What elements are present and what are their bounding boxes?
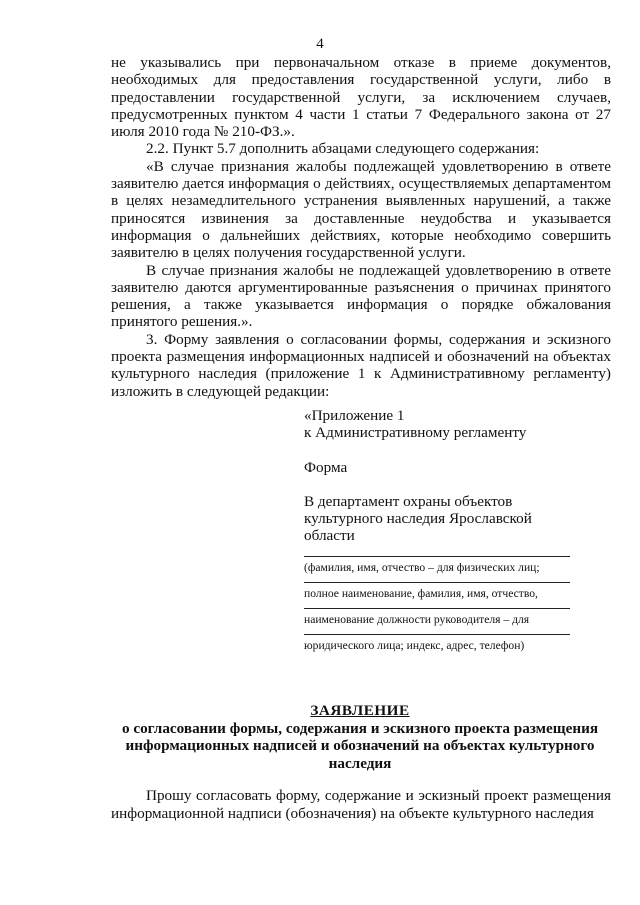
addressee-line-2: культурного наследия Ярославской — [304, 510, 532, 528]
applicant-fields — [304, 556, 570, 660]
spacer — [304, 476, 574, 493]
statement-subtitle: о согласовании формы, содержания и эскизного проекта размещения информационных надписей и обозначений на объектах культурного наследия — [121, 719, 599, 772]
spacer — [304, 442, 574, 459]
form-label: Форма — [304, 458, 348, 476]
paragraph-complaint-rejected: В случае признания жалобы не подлежащей удовлетворению в ответе заявителю даются аргументированные разъяснения о причинах принятого решения, а также указывается информация о порядке обжалования принятого решения.». — [111, 261, 611, 331]
statement-heading — [100, 702, 620, 772]
applicant-caption-2: полное наименование, фамилия, имя, отчество, — [304, 587, 538, 600]
amendment-text — [111, 54, 611, 400]
statement-body — [111, 787, 611, 822]
appendix-header — [304, 407, 574, 545]
statement-text: Прошу согласовать форму, содержание и эскизный проект размещения информационной надписи (обозначения) на объекте культурного наследия — [111, 787, 611, 822]
paragraph-item-2-2: 2.2. Пункт 5.7 дополнить абзацами следующего содержания: — [146, 140, 540, 158]
addressee-line-1: В департамент охраны объектов — [304, 492, 513, 510]
appendix-reference: к Административному регламенту — [304, 424, 527, 442]
paragraph-complaint-satisfied: «В случае признания жалобы подлежащей удовлетворению в ответе заявителю дается информация о действиях, осуществляемых департаментом в целях незамедлительного устранения выявленных нарушений, а также приносятся извинения за доставленные неудобства и указывается информация о дальнейших действиях, которые необходимо совершить заявителю в целях получения государственной услуги. — [111, 157, 611, 262]
paragraph-item-3: 3. Форму заявления о согласовании формы, содержания и эскизного проекта размещения информационных надписей и обозначений на объектах культурного наследия (приложение 1 к Административному регламенту) изложить в следующей редакции: — [111, 330, 611, 400]
applicant-caption-4: юридического лица; индекс, адрес, телефон) — [304, 639, 525, 652]
statement-title: ЗАЯВЛЕНИЕ — [310, 702, 410, 719]
applicant-caption-3: наименование должности руководителя – для — [304, 613, 530, 626]
paragraph-continuation: не указывались при первоначальном отказе в приеме документов, необходимых для предоставления государственной услуги, либо в предоставлении государственной услуги, за исключением случаев, предусмотренных пунктом 4 части 1 статьи 7 Федерального закона от 27 июля 2010 года № 210-ФЗ.». — [111, 54, 611, 141]
addressee-line-3: области — [304, 527, 355, 545]
applicant-caption-1: (фамилия, имя, отчество – для физических лиц; — [304, 561, 540, 574]
appendix-label: «Приложение 1 — [304, 407, 405, 424]
page-number: 4 — [316, 36, 324, 52]
